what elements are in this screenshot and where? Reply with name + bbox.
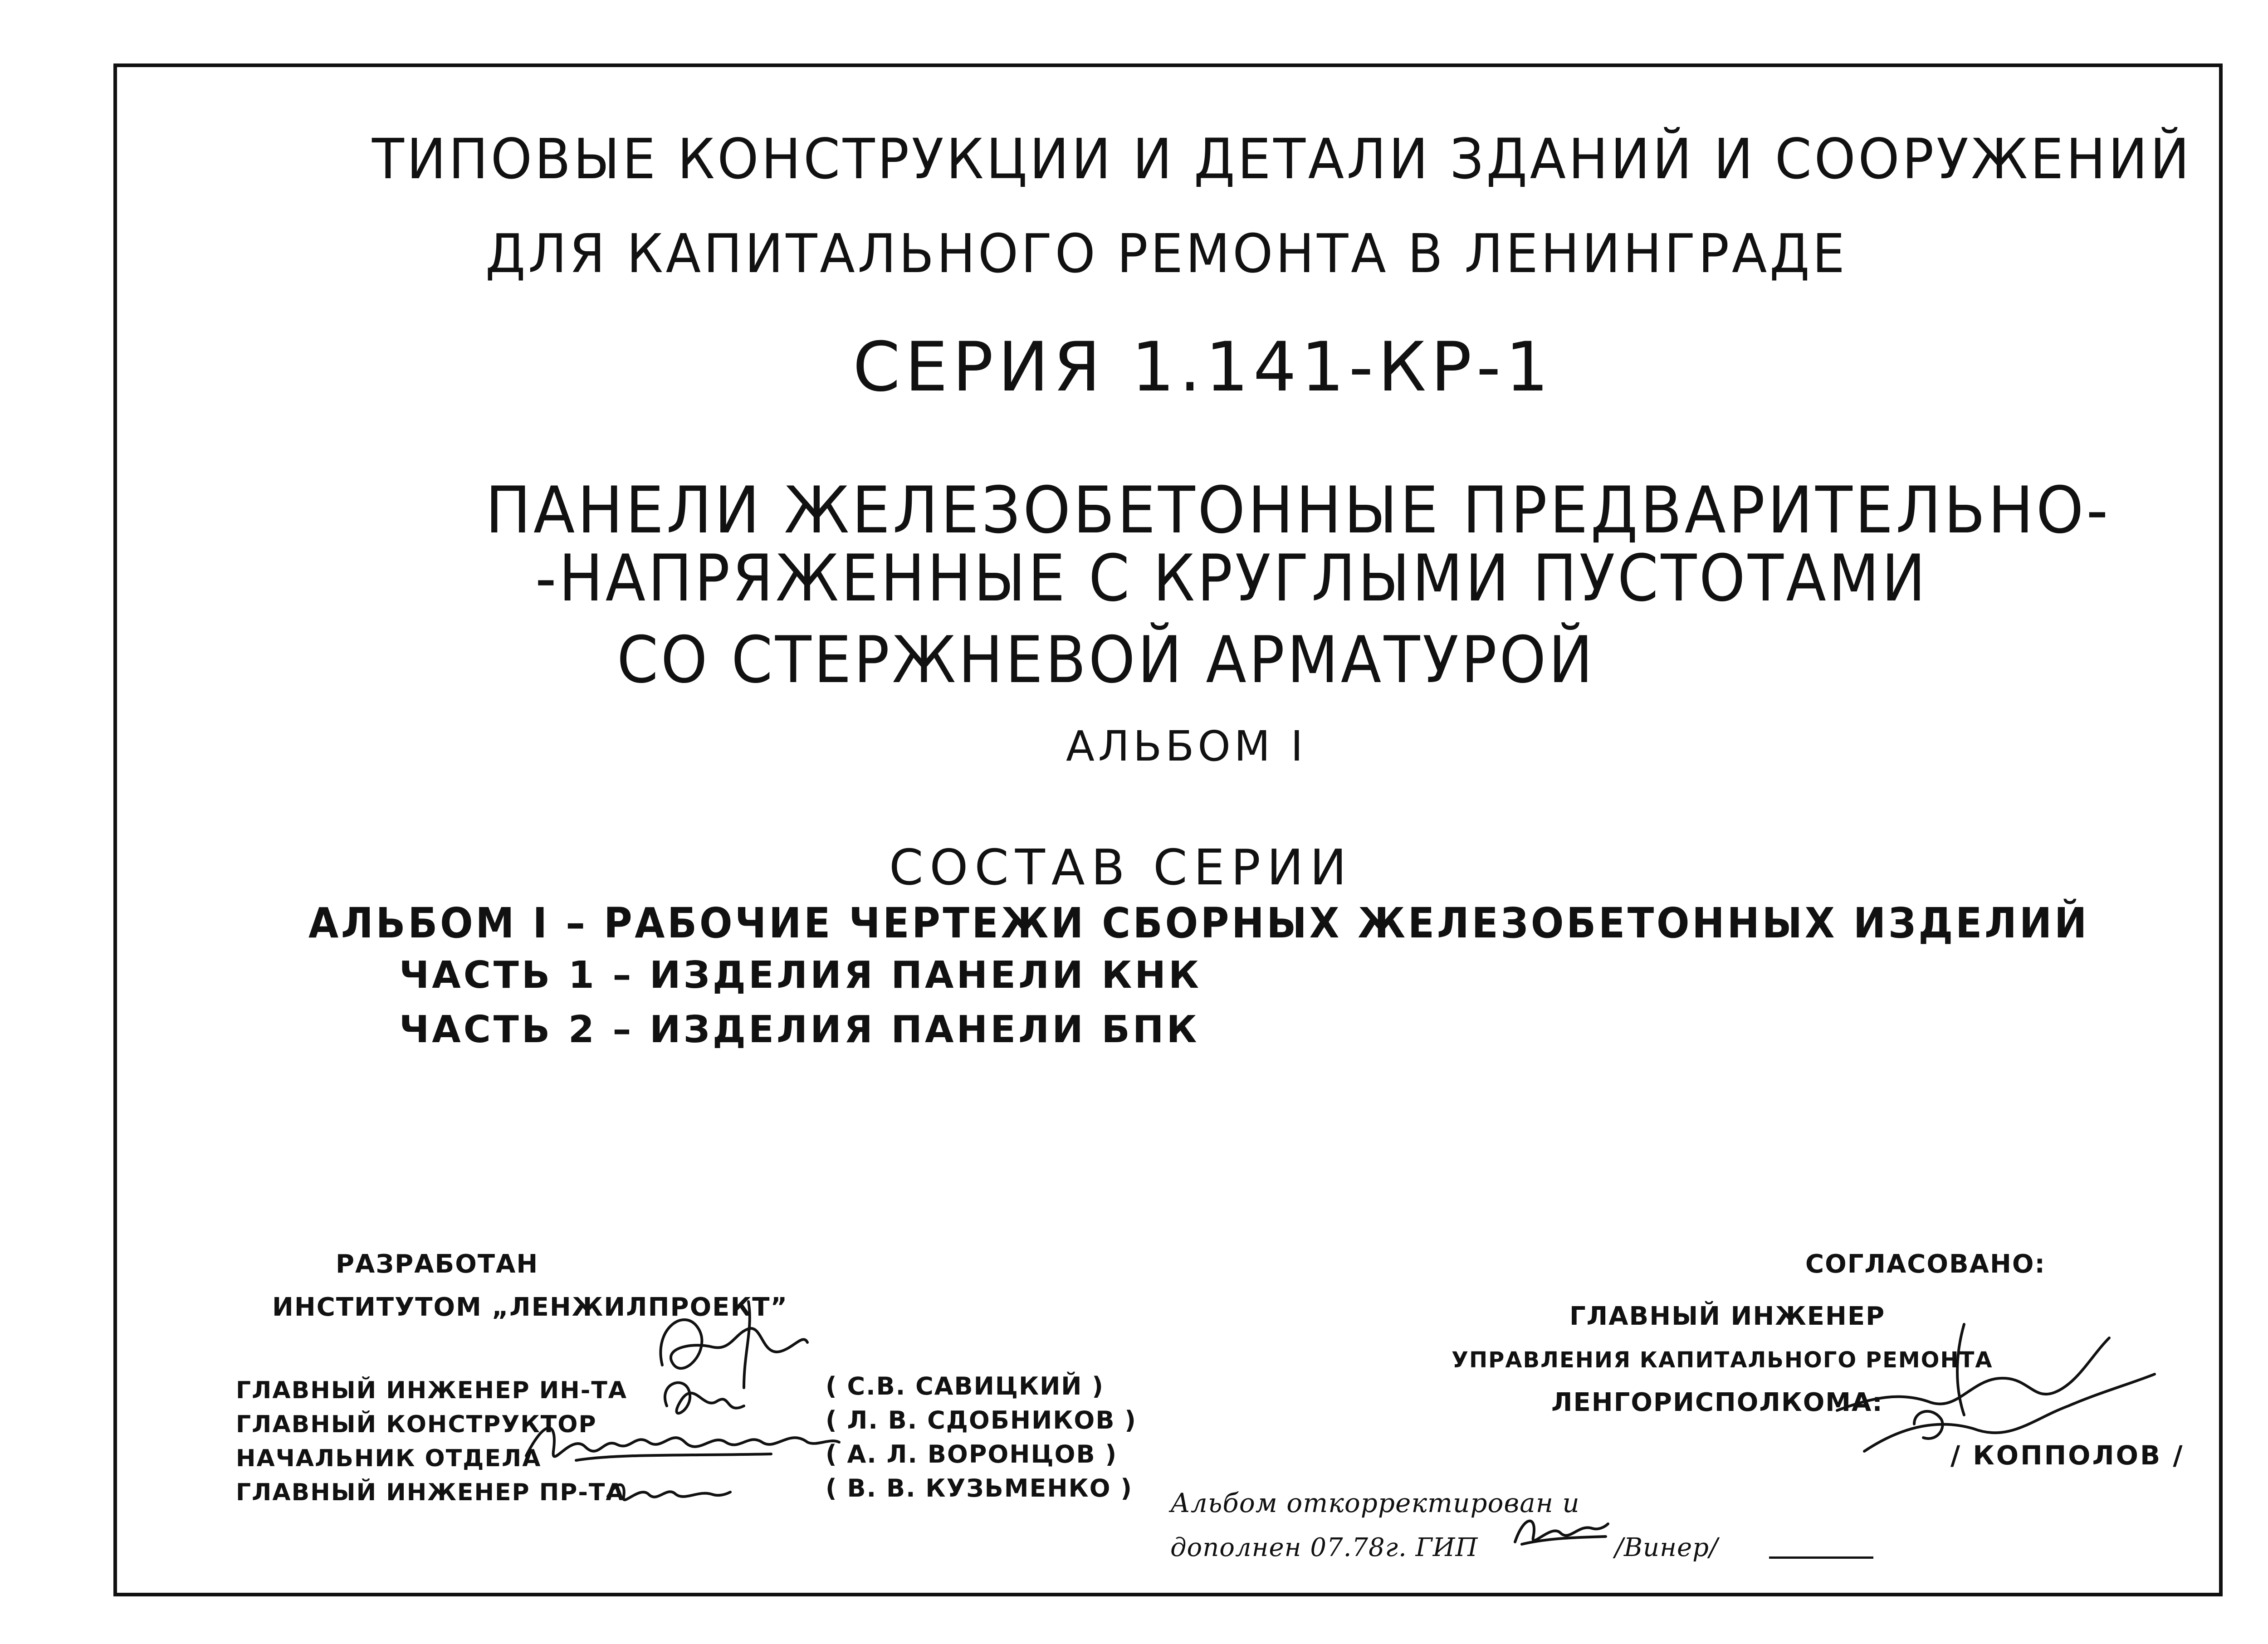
approval-line-3: ЛЕНГОРИСПОЛКОМА: [1551,1388,1883,1417]
series-title: СЕРИЯ 1.141-КР-1 [853,328,1554,407]
developer-name-2: ( Л. В. СДОБНИКОВ ) [826,1406,1137,1434]
developer-role-4: ГЛАВНЫЙ ИНЖЕНЕР ПР-ТА [236,1479,625,1506]
composition-album-line: АЛЬБОМ I – РАБОЧИЕ ЧЕРТЕЖИ СБОРНЫХ ЖЕЛЕЗОБЕТОННЫХ ИЗДЕЛИЙ [308,899,2090,947]
developer-role-1: ГЛАВНЫЙ ИНЖЕНЕР ИН-ТА [236,1377,628,1404]
composition-heading: СОСТАВ СЕРИИ [889,839,1353,896]
product-line-3: СО СТЕРЖНЕВОЙ АРМАТУРОЙ [617,623,1596,698]
header-line-2: ДЛЯ КАПИТАЛЬНОГО РЕМОНТА В ЛЕНИНГРАДЕ [485,222,1848,285]
developer-name-4: ( В. В. КУЗЬМЕНКО ) [826,1474,1133,1503]
developer-line-2: ИНСТИТУТОМ „ЛЕНЖИЛПРОЕКТ” [272,1293,788,1322]
developer-line-1: РАЗРАБОТАН [336,1249,539,1279]
correction-line-1: Альбом откорректирован и [1170,1488,1580,1518]
signature-project-engineer [599,1472,735,1512]
approval-name: / КОППОЛОВ / [1950,1440,2185,1471]
product-line-1: ПАНЕЛИ ЖЕЛЕЗОБЕТОННЫЕ ПРЕДВАРИТЕЛЬНО- [485,473,2111,548]
composition-part-1: ЧАСТЬ 1 – ИЗДЕЛИЯ ПАНЕЛИ КНК [399,954,1202,997]
approval-heading: СОГЛАСОВАНО: [1805,1249,2046,1279]
signature-line [1769,1556,1873,1559]
composition-part-2: ЧАСТЬ 2 – ИЗДЕЛИЯ ПАНЕЛИ БПК [399,1008,1200,1051]
product-line-2: -НАПРЯЖЕННЫЕ С КРУГЛЫМИ ПУСТОТАМИ [535,541,1928,616]
developer-name-3: ( А. Л. ВОРОНЦОВ ) [826,1440,1118,1468]
correction-line-2-prefix: дополнен 07.78г. ГИП [1170,1533,1478,1562]
correction-line-2-name: /Винер/ [1615,1533,1718,1562]
signature-gip [1510,1506,1610,1556]
header-line-1: ТИПОВЫЕ КОНСТРУКЦИИ И ДЕТАЛИ ЗДАНИЙ И СООРУЖЕНИЙ [372,127,2192,191]
signature-department-head [517,1410,844,1478]
developer-role-2: ГЛАВНЫЙ КОНСТРУКТОР [236,1411,597,1438]
developer-role-3: НАЧАЛЬНИК ОТДЕЛА [236,1445,542,1472]
approval-line-2: УПРАВЛЕНИЯ КАПИТАЛЬНОГО РЕМОНТА [1452,1347,1993,1373]
developer-name-1: ( С.В. САВИЦКИЙ ) [826,1372,1104,1400]
approval-line-1: ГЛАВНЫЙ ИНЖЕНЕР [1569,1302,1886,1331]
signature-approval [1819,1306,2164,1497]
product-album: АЛЬБОМ I [1066,722,1307,771]
